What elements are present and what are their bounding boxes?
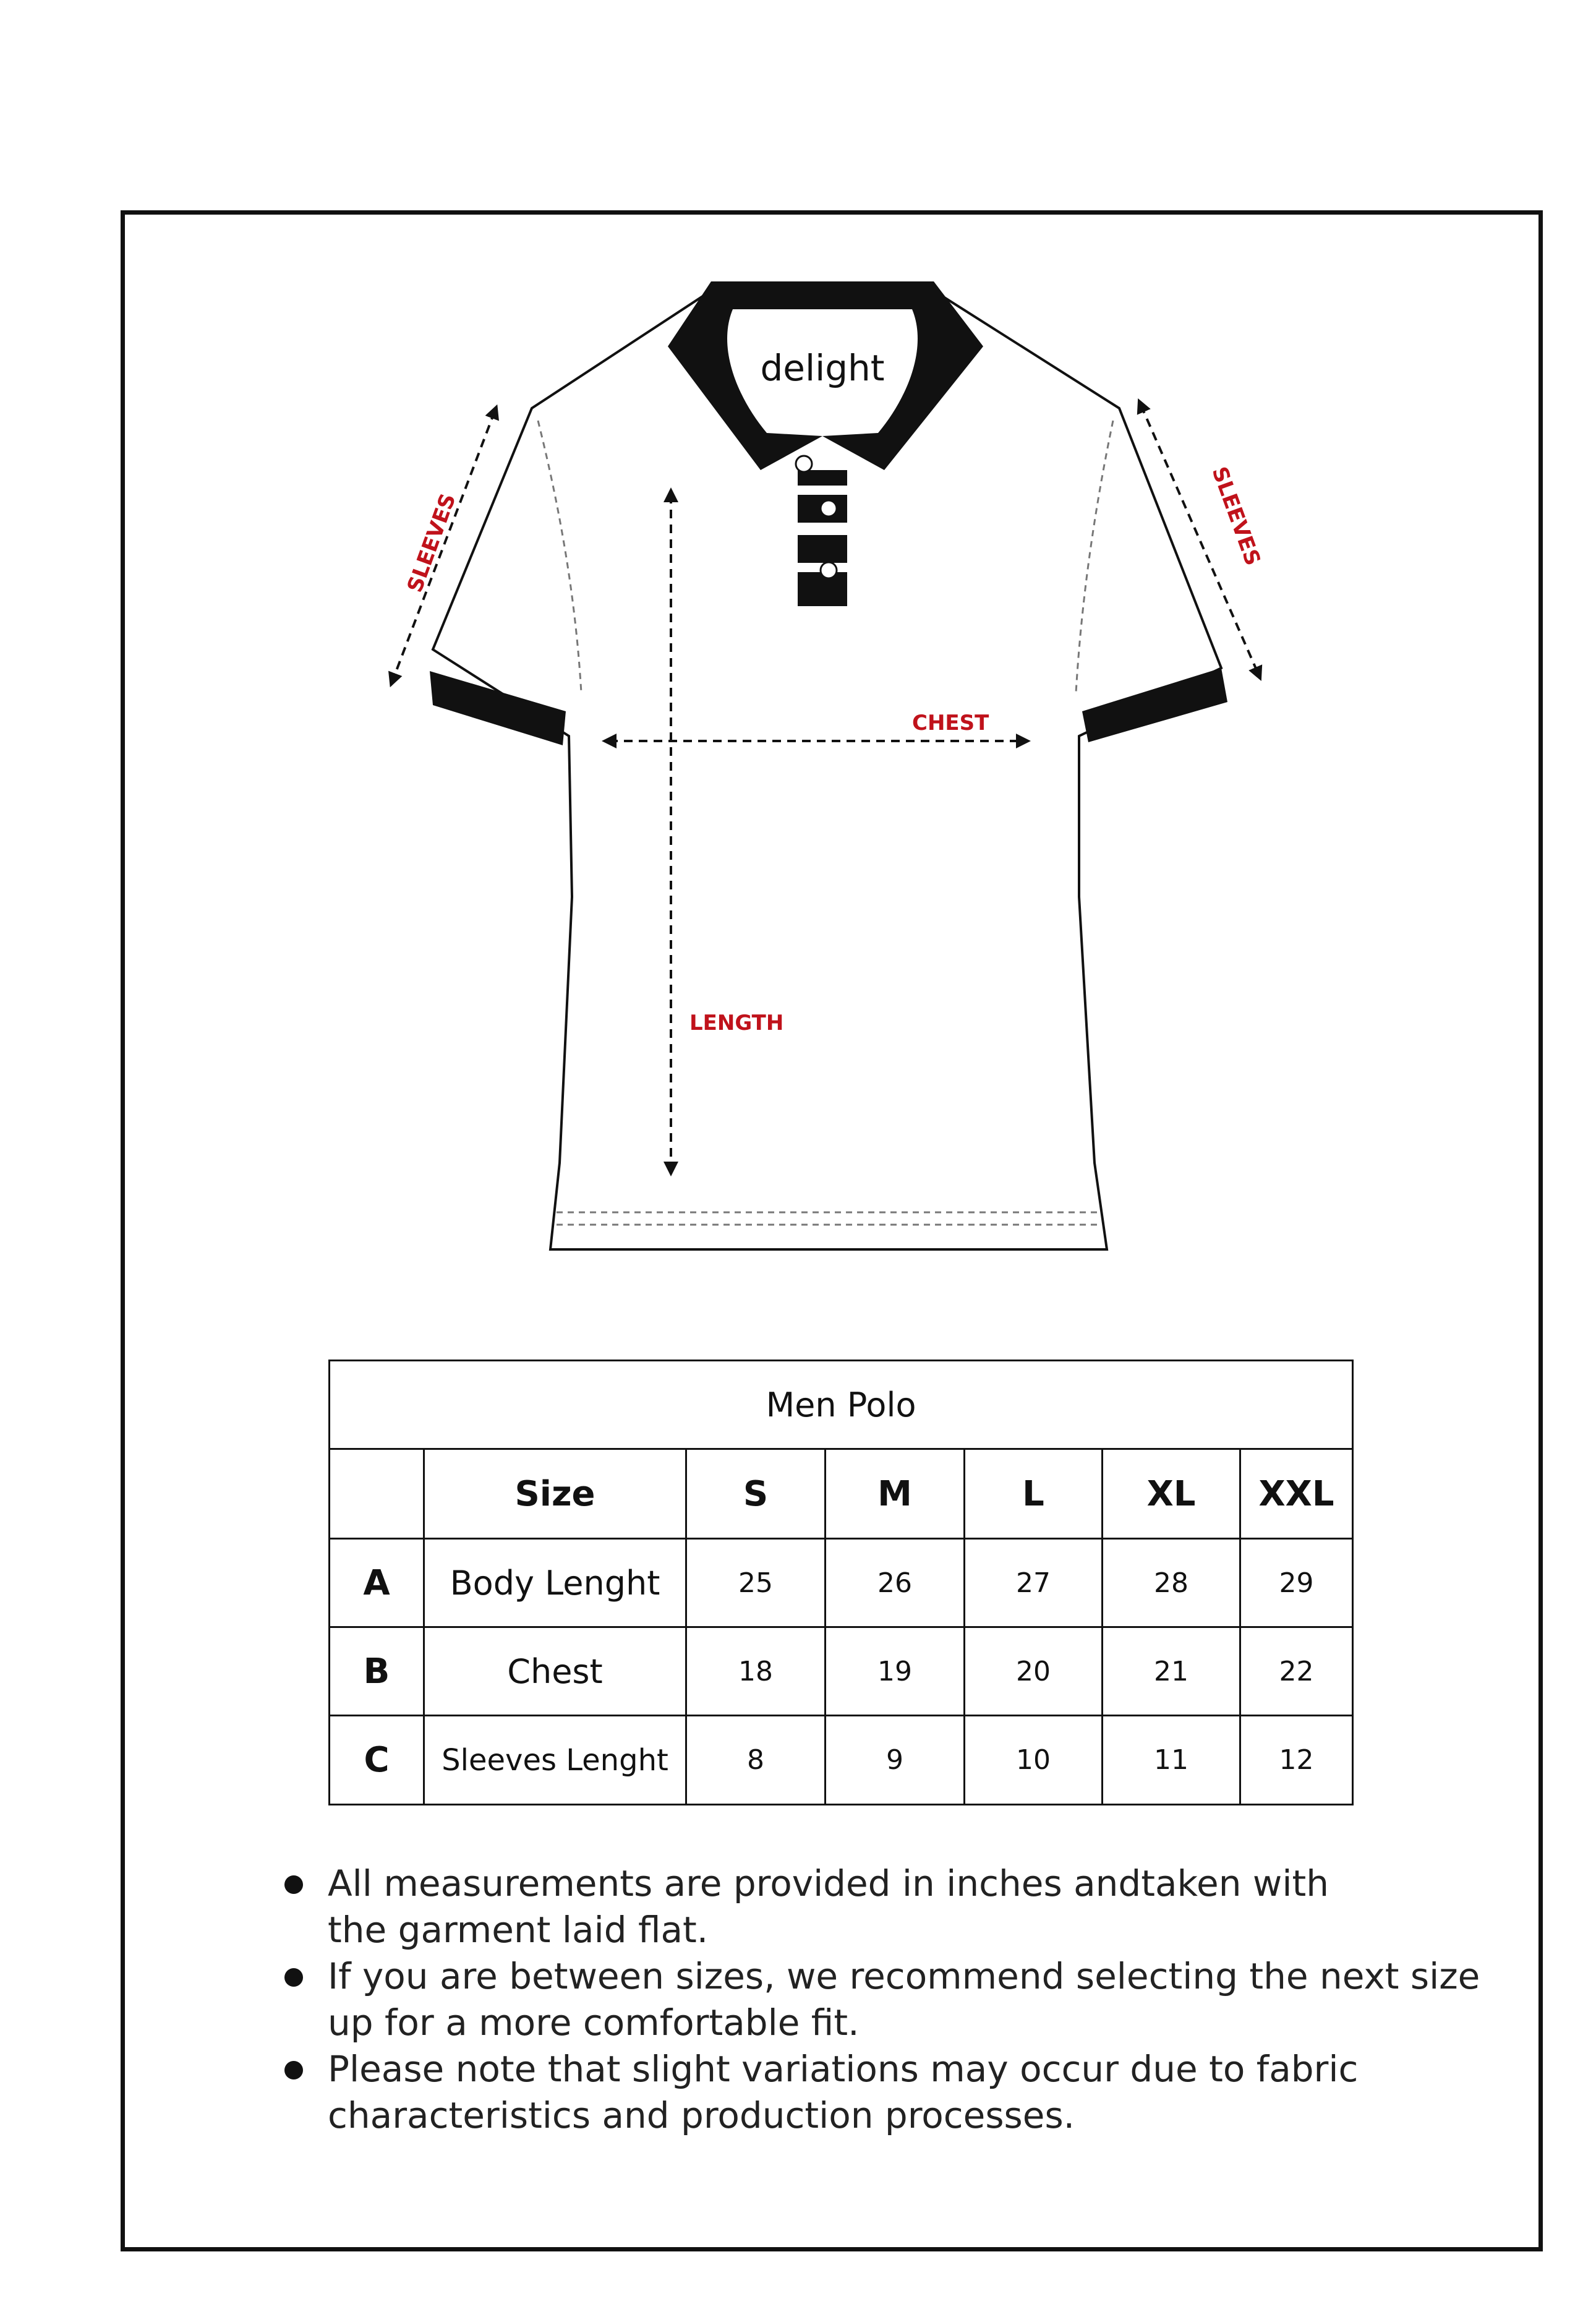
table-cell: 21 — [1103, 1627, 1240, 1716]
table-row — [330, 1539, 1353, 1627]
length-label: LENGTH — [689, 1011, 784, 1035]
note-line: If you are between sizes, we recommend selecting the next size — [328, 1955, 1480, 1997]
row-key: C — [330, 1716, 424, 1805]
header-size-l: L — [965, 1449, 1103, 1539]
note-item — [281, 1953, 1518, 2046]
bullet-icon — [284, 1968, 303, 1987]
table-cell: 26 — [826, 1539, 965, 1627]
note-line: Please note that slight variations may occur due to fabric — [328, 2048, 1359, 2090]
note-line: up for a more comfortable fit. — [328, 2002, 860, 2044]
note-item — [281, 1861, 1518, 1953]
table-cell: 11 — [1103, 1716, 1240, 1805]
chest-label: CHEST — [912, 711, 989, 735]
table-cell: 18 — [686, 1627, 826, 1716]
note-line: the garment laid flat. — [328, 1909, 709, 1951]
table-cell: 10 — [965, 1716, 1103, 1805]
row-name: Chest — [424, 1627, 686, 1716]
note-item — [281, 2046, 1518, 2139]
table-row — [330, 1716, 1353, 1805]
size-chart-table — [328, 1360, 1354, 1805]
brand-logo: delight — [760, 347, 885, 389]
sleeves-label-left: SLEEVES — [402, 490, 461, 596]
table-cell: 29 — [1240, 1539, 1353, 1627]
table-cell: 28 — [1103, 1539, 1240, 1627]
table-cell: 12 — [1240, 1716, 1353, 1805]
header-size-s: S — [686, 1449, 826, 1539]
header-size-xxl: XXL — [1240, 1449, 1353, 1539]
note-line: characteristics and production processes. — [328, 2094, 1075, 2136]
row-key: A — [330, 1539, 424, 1627]
sleeves-label-right: SLEEVES — [1206, 463, 1266, 569]
table-cell: 20 — [965, 1627, 1103, 1716]
note-line: All measurements are provided in inches andtaken with — [328, 1862, 1329, 1904]
table-cell: 8 — [686, 1716, 826, 1805]
table-cell: 9 — [826, 1716, 965, 1805]
table-cell: 25 — [686, 1539, 826, 1627]
row-key: B — [330, 1627, 424, 1716]
table-cell: 19 — [826, 1627, 965, 1716]
header-size-xl: XL — [1103, 1449, 1240, 1539]
header-empty-cell — [330, 1449, 424, 1539]
header-size-m: M — [826, 1449, 965, 1539]
notes-list — [281, 1861, 1518, 2139]
row-name: Sleeves Lenght — [424, 1716, 686, 1805]
row-name: Body Lenght — [424, 1539, 686, 1627]
bullet-icon — [284, 2061, 303, 2079]
table-header-row — [330, 1449, 1353, 1539]
table-title: Men Polo — [330, 1361, 1353, 1449]
header-size-label: Size — [424, 1449, 686, 1539]
bullet-icon — [284, 1875, 303, 1894]
table-cell: 27 — [965, 1539, 1103, 1627]
table-cell: 22 — [1240, 1627, 1353, 1716]
table-row — [330, 1627, 1353, 1716]
